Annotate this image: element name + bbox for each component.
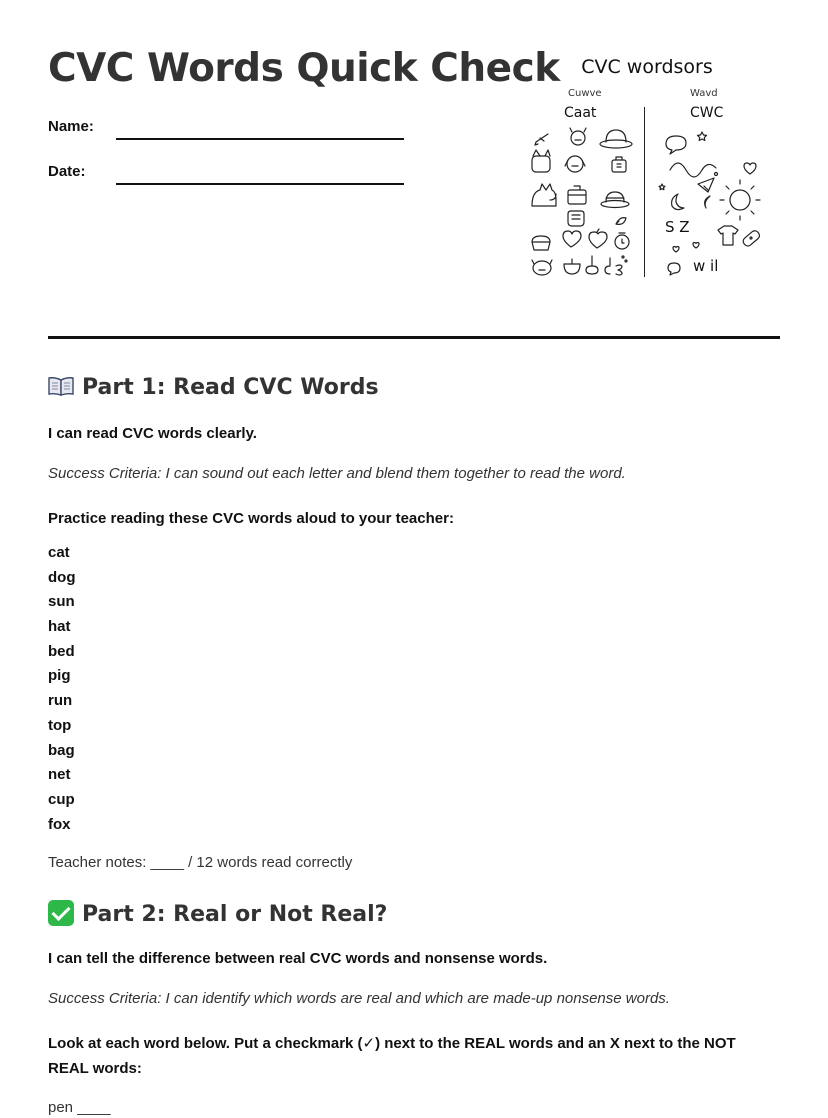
heart-icon: [563, 231, 581, 247]
name-field[interactable]: [116, 138, 404, 140]
music-note-icon: [586, 256, 598, 274]
date-field[interactable]: [116, 183, 404, 185]
list-item: top: [48, 716, 72, 734]
tiny-star-icon: [659, 184, 665, 190]
speech-bubble-icon: [666, 136, 686, 154]
illustration-right-heading: CWC: [690, 105, 724, 121]
teacher-notes: Teacher notes: ____ / 12 words read correctly: [48, 854, 353, 871]
rocket-icon: [698, 173, 718, 193]
part1-heading-text: Part 1: Read CVC Words: [82, 375, 379, 400]
list-item: net: [48, 766, 71, 784]
cvc-illustration: [522, 52, 772, 287]
illustration-left-heading: Caat: [564, 105, 597, 121]
illustration-letters-wil: w il: [693, 257, 719, 275]
list-item: bag: [48, 741, 75, 759]
cupcake-icon: [532, 236, 550, 250]
crescent-icon: [705, 196, 710, 208]
open-book-icon: [48, 376, 74, 396]
sun-icon: [720, 180, 760, 220]
hat-icon-2: [601, 192, 629, 208]
check-mark-button-icon: [48, 900, 74, 926]
list-item: cup: [48, 790, 75, 808]
pig-icon: [532, 260, 552, 275]
pot-icon: [564, 259, 580, 274]
part2-instruction: Look at each word below. Put a checkmark (✓) next to the REAL words and an X next to the NOT REAL words:: [48, 1035, 736, 1077]
wave-icon: [670, 163, 716, 177]
list-item: cat: [48, 544, 70, 561]
list-item: hat: [48, 618, 71, 636]
list-item: bed: [48, 642, 75, 660]
bag-icon: [612, 157, 626, 172]
part1-goal: I can read CVC words clearly.: [48, 425, 257, 442]
pencil-icon: [535, 134, 548, 145]
list-item: pig: [48, 667, 71, 685]
real-word-item: pen ____: [48, 1099, 111, 1116]
bandage-icon: [742, 229, 762, 247]
part1-heading: [48, 375, 379, 400]
small-heart-icon: [744, 163, 756, 174]
dog-face-icon: [570, 128, 586, 145]
part2-heading: [48, 900, 387, 927]
list-item: fox: [48, 815, 71, 833]
section-divider: [48, 336, 780, 339]
part2-heading-text: Part 2: Real or Not Real?: [82, 902, 388, 927]
watch-icon: [615, 233, 629, 249]
illustration-title: CVC wordsors: [581, 56, 713, 78]
cvc-word-list: [48, 542, 76, 838]
cat-face-icon: [532, 150, 550, 172]
list-item: sun: [48, 593, 75, 611]
mini-heart-a: [673, 247, 679, 253]
date-label: Date:: [48, 163, 86, 180]
ds-letters-icon: [605, 256, 627, 275]
moon-icon: [672, 194, 684, 210]
list-item: run: [48, 692, 73, 710]
hand-icon: [568, 211, 584, 226]
page-title: CVC Words Quick Check: [48, 46, 560, 91]
shirt-icon: [718, 226, 738, 245]
doodle-icons: [522, 52, 772, 287]
part1-criteria: Success Criteria: I can sound out each letter and blend them together to read the word.: [48, 465, 626, 482]
part1-instruction: Practice reading these CVC words aloud to your teacher:: [48, 510, 454, 527]
name-label: Name:: [48, 118, 94, 135]
part2-criteria: Success Criteria: I can identify which words are real and which are made-up nonsense words.: [48, 990, 670, 1007]
part2-goal: I can tell the difference between real CVC words and nonsense words.: [48, 950, 548, 967]
star-icon: [698, 132, 707, 141]
apple-icon: [589, 229, 607, 248]
hat-icon: [600, 130, 632, 148]
illustration-left-subtitle: Cuwve: [568, 88, 602, 99]
illustration-letters-sz: S Z: [665, 218, 690, 236]
dog-icon: [565, 156, 585, 172]
list-item: dog: [48, 568, 76, 586]
illustration-right-subtitle: Wavd: [690, 88, 718, 99]
cat-icon: [532, 184, 556, 206]
mini-heart-b: [693, 243, 699, 249]
box-icon: [568, 186, 586, 204]
leaf-icon: [616, 218, 626, 225]
small-bubble-icon: [668, 263, 680, 275]
